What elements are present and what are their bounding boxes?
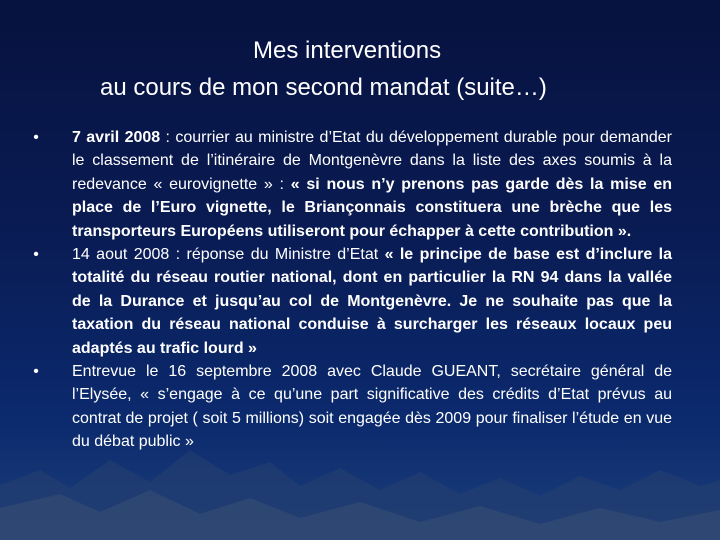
bullet-list bbox=[28, 126, 672, 454]
bullet-icon: • bbox=[33, 363, 39, 381]
bullet-item-1 bbox=[28, 126, 672, 243]
title-line-2: au cours de mon second mandat (suite…) bbox=[100, 74, 547, 101]
bullet-2-quote: « le principe de base est d’inclure la totalité du réseau routier national, dont en particulier la RN 94 dans la vallée de la Durance et jusqu’au col de Montgenèvre. Je ne souhaite pas que la taxation du réseau national conduise à surcharger les réseaux locaux peu adaptés au trafic lourd » bbox=[72, 246, 672, 357]
bullet-item-3 bbox=[28, 360, 672, 454]
bullet-2-text: 14 aout 2008 : réponse du Ministre d’Etat bbox=[72, 246, 385, 264]
bullet-item-2 bbox=[28, 243, 672, 360]
bullet-1-date: 7 avril 2008 bbox=[72, 129, 161, 146]
bullet-1-quote: « si nous n’y prenons pas garde dès la mise en place de l’Euro vignette, le Briançonnais constituera une brèche que les transporteurs Européens utiliseront pour échapper à cette contribution ». bbox=[72, 175, 672, 240]
bullet-icon: • bbox=[33, 246, 39, 264]
bullet-icon: • bbox=[33, 129, 39, 146]
bullet-3-text: Entrevue le 16 septembre 2008 avec Claude GUEANT, secrétaire général de l’Elysée, « s’engage à ce qu’une part significative des crédits d’Etat prévus au contrat de projet ( soit 5 millions) soit engagée dès 2009 pour finaliser l’étude en vue du débat public » bbox=[72, 363, 672, 451]
title-line-1: Mes interventions bbox=[253, 37, 442, 64]
bullet-1-text: : courrier au ministre d’Etat du développement durable pour demander le classement de l’itinéraire de Montgenèvre dans la liste des axes soumis à la redevance « eurovignette » : bbox=[72, 129, 673, 193]
